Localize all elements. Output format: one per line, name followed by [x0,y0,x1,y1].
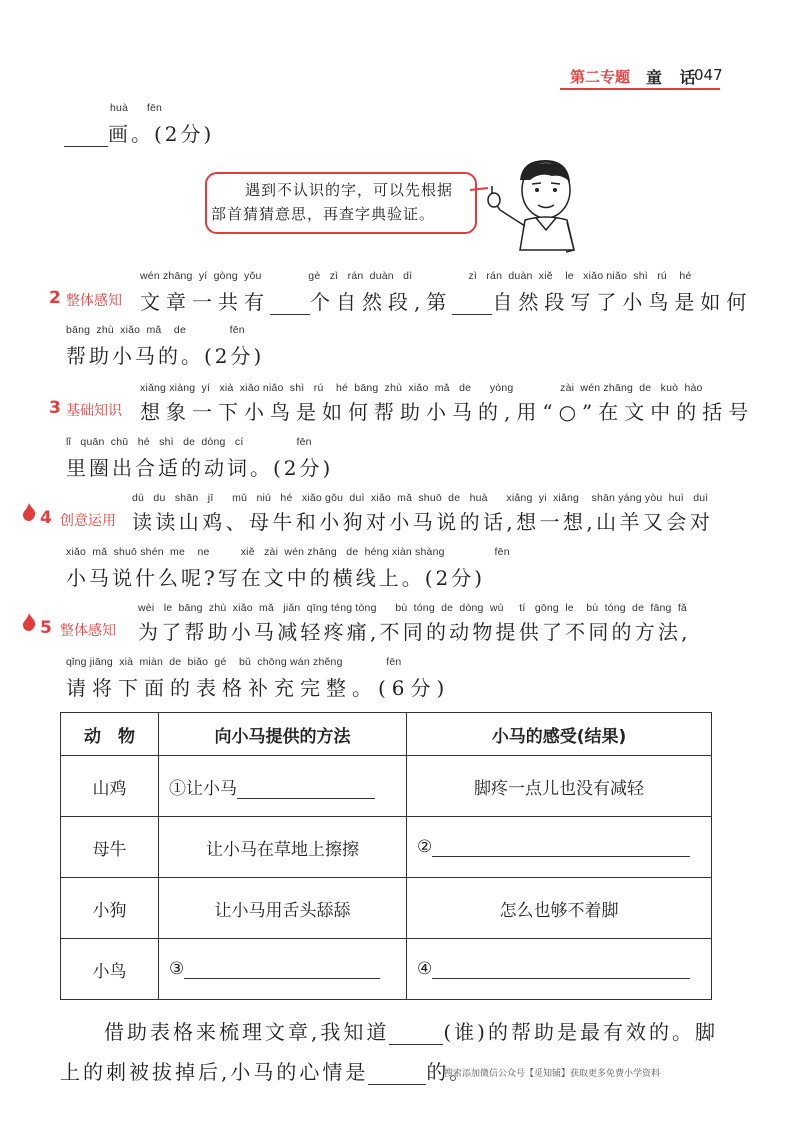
pinyin-line: wén zhāng yí gòng yǒu gè zì rán duàn dì zì rán duàn xiě le xiǎo niǎo shì rú hé [140,270,692,282]
summary-line-2 [60,1056,472,1085]
method-cell [159,939,407,1000]
question-3-line-2: 里圈出合适的动词。(2分) [66,456,334,480]
pinyin-line: huà fēn [110,102,163,114]
header-rule [560,88,720,90]
feeling-cell [407,817,712,878]
answer-blank[interactable] [432,840,690,857]
method-cell: 让小马在草地上擦擦 [159,817,407,878]
text-segment: 借助表格来梳理文章,我知道 [104,1020,390,1044]
question-5-line-1: 为了帮助小马减轻疼痛,不同的动物提供了不同的方法, [138,620,691,644]
question-number: 5 [40,618,52,638]
answer-blank[interactable] [64,128,108,147]
text-segment: 个自然段,第 [310,290,453,314]
answer-blank[interactable] [432,962,690,979]
question-4-line-1: 读读山鸡、母牛和小狗对小马说的话,想一想,山羊又会对 [132,510,714,534]
answer-blank[interactable] [237,782,375,799]
answer-blank[interactable] [452,296,492,315]
animal-cell: 小狗 [61,878,159,939]
answer-blank[interactable] [184,962,380,979]
answer-blank[interactable] [270,296,310,315]
text-segment: (谁)的帮助是最有效的。脚 [443,1020,718,1044]
page-number: 047 [694,66,723,84]
pinyin-line: xiǎo mǎ shuō shén me ne xiě zài wén zhāng de héng xiàn shàng fēn [66,546,510,558]
pinyin-line: lǐ quān chū hé shì de dòng cí fēn [66,436,312,448]
top-line [64,118,214,147]
tip-bubble [205,172,477,234]
table-row [61,878,712,939]
cell-text: ①让小马 [169,778,237,799]
question-2-line-1 [140,286,752,315]
answer-blank[interactable] [368,1066,426,1085]
question-tag: 整体感知 [60,623,116,639]
question-number: 3 [49,398,61,418]
question-number: 4 [40,508,52,528]
table-header-row [61,713,712,756]
table-row [61,939,712,1000]
question-tag: 基础知识 [66,403,122,419]
animal-cell: 母牛 [61,817,159,878]
question-2-line-2: 帮助小马的。(2分) [66,344,265,368]
text-segment: 文章一共有 [140,290,270,314]
question-number: 2 [49,288,61,308]
text-segment: 的。 [426,1060,473,1084]
section-label: 第二专题 [570,68,631,86]
answer-table [60,712,712,1000]
cell-text: ④ [417,959,433,979]
feeling-cell: 怎么也够不着脚 [407,878,712,939]
column-header: 小马的感受(结果) [407,713,712,756]
table-row [61,756,712,817]
question-4-line-2: 小马说什么呢?写在文中的横线上。(2分) [66,566,486,590]
pinyin-line: xiǎng xiàng yí xià xiǎo niǎo shì rú hé bāng zhù xiǎo mǎ de yòng zài wén zhāng de kuò hào [140,382,703,394]
method-cell [159,756,407,817]
feeling-cell [407,939,712,1000]
text-segment: 自然段写了小鸟是如何 [492,290,753,314]
boy-illustration [470,150,585,260]
footer-note: 搜索添加微信公众号【觅知铺】获取更多免费小学资料 [444,1069,661,1079]
question-3-line-1: 想象一下小鸟是如何帮助小马的,用“○”在文中的括号 [140,400,755,424]
tip-line-2: 部首猜猜意思，再查字典验证。 [211,205,436,223]
answer-blank[interactable] [389,1026,443,1045]
pinyin-line: dú du shān jī mǔ niú hé xiǎo gǒu duì xiǎo mǎ shuō de huà xiǎng yi xiǎng shān yáng yòu huì duì [132,492,709,504]
text-line: 画。(2分) [108,122,215,146]
animal-cell: 小鸟 [61,939,159,1000]
flame-icon [22,503,36,521]
column-header: 向小马提供的方法 [159,713,407,756]
summary-line-1 [104,1016,718,1045]
animal-cell: 山鸡 [61,756,159,817]
chapter-title: 童 话 [646,68,702,87]
text-segment: 上的刺被拔掉后,小马的心情是 [60,1060,369,1084]
feeling-cell: 脚疼一点儿也没有减轻 [407,756,712,817]
question-5-line-2: 请将下面的表格补充完整。(6分) [66,676,451,700]
question-tag: 创意运用 [60,513,116,529]
cell-text: ③ [169,959,185,979]
pinyin-line: wèi le bāng zhù xiǎo mǎ jiǎn qīng téng tòng bù tóng de dòng wù tí gōng le bù tóng de fāng fǎ [138,602,687,614]
flame-icon [22,613,36,631]
cell-text: ② [417,837,433,857]
pinyin-line: qǐng jiāng xià miàn de biǎo gé bǔ chōng wán zhěng fēn [66,656,402,668]
question-tag: 整体感知 [66,293,122,309]
pinyin-line: bāng zhù xiǎo mǎ de fēn [66,324,245,336]
method-cell: 让小马用舌头舔舔 [159,878,407,939]
table-row [61,817,712,878]
tip-line-1: 遇到不认识的字，可以先根据 [245,181,454,199]
column-header: 动 物 [61,713,159,756]
